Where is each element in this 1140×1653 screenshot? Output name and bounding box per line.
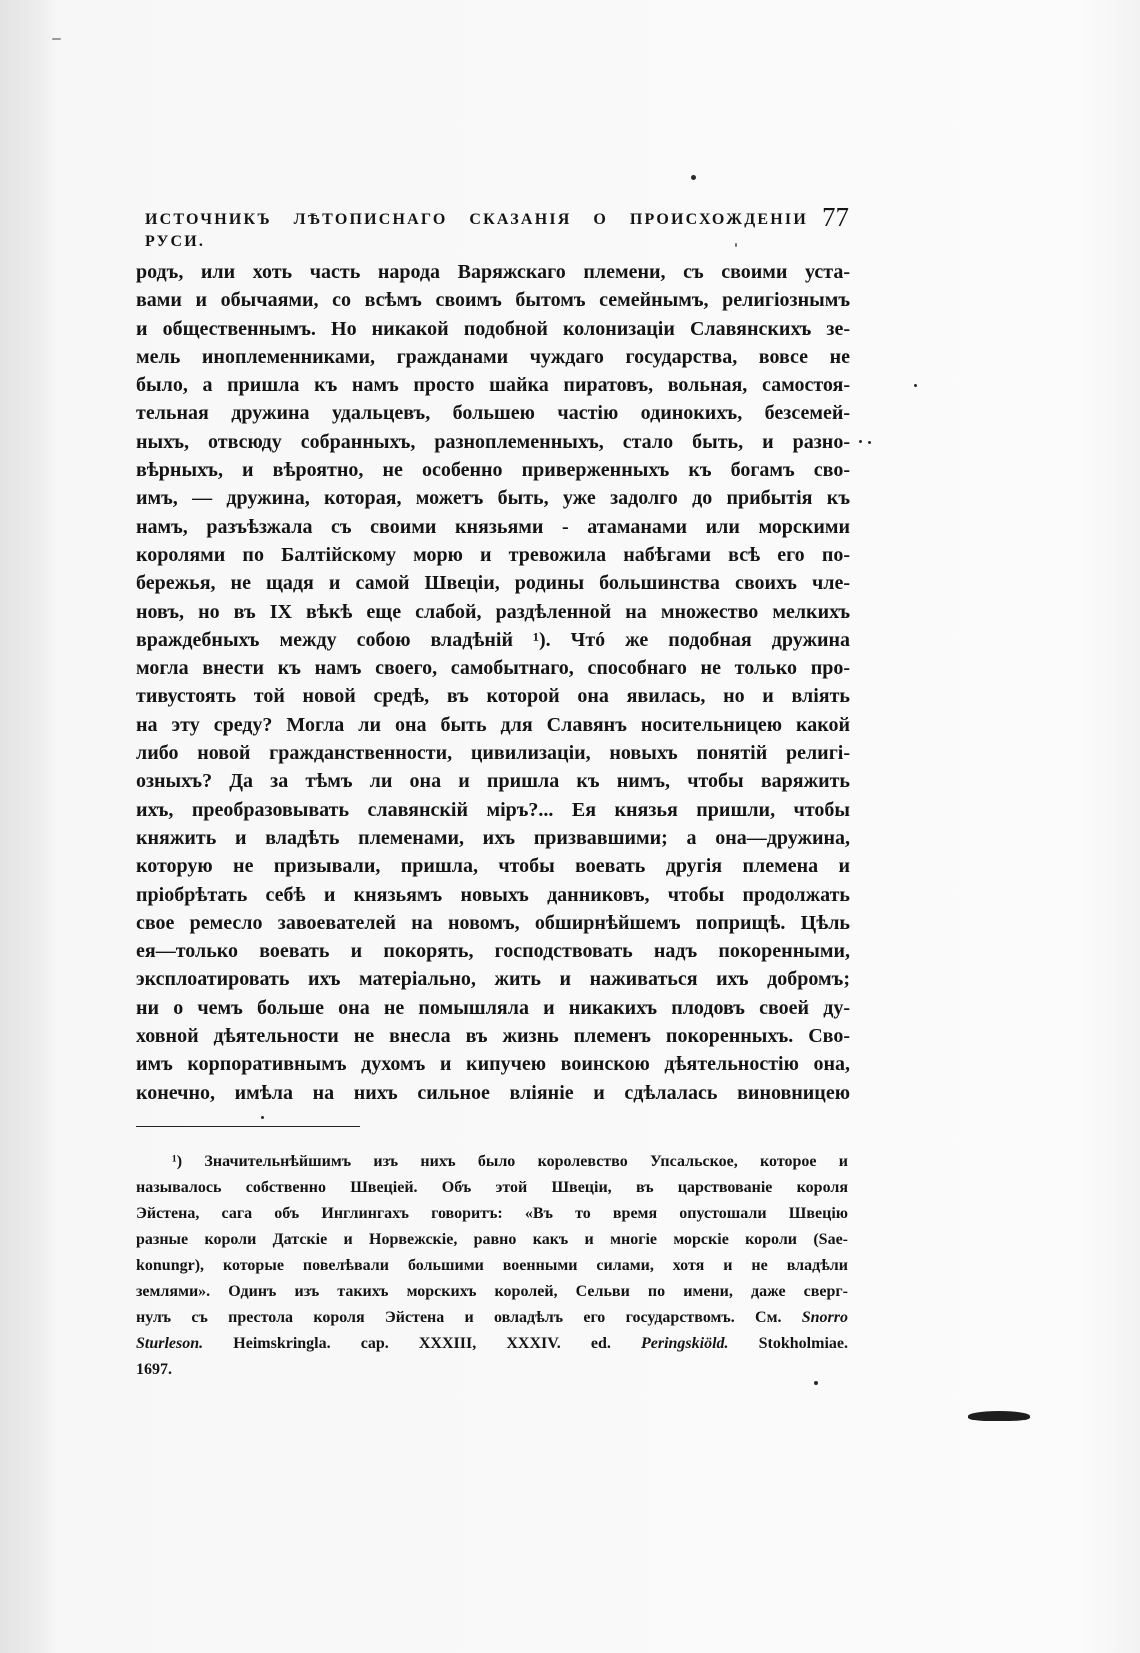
footnote-line <box>136 1331 848 1357</box>
body-line: пріобрѣтать себѣ и князьямъ новыхъ данниковъ, чтобы продолжать <box>136 883 850 906</box>
editor-name-italic: Peringskiöld. <box>640 1335 729 1352</box>
body-line: конечно, имѣла на нихъ сильное вліяніе и сдѣлалась виновницею <box>136 1081 850 1104</box>
body-line: родъ, или хоть часть народа Варяжскаго племени, съ своими уста- <box>136 261 850 283</box>
footnote <box>136 1149 848 1383</box>
body-line: княжить и владѣть племенами, ихъ призвавшими; а она—дружина, <box>136 826 850 849</box>
body-line: было, а пришла къ намъ просто шайка пиратовъ, вольная, самостоя- <box>136 374 850 397</box>
footnote-line: называлось собственно Швеціей. Объ этой Швеціи, въ царствованіе короля <box>136 1179 848 1196</box>
author-name-italic: Sturleson. <box>136 1335 204 1352</box>
body-line: ни о чемъ больше она не помышляла и никакихъ плодовъ своей ду- <box>136 996 850 1019</box>
footnote-text: нулъ съ престола короля Эйстена и овладѣлъ его государствомъ. См. <box>136 1309 802 1326</box>
body-line: которую не призывали, пришла, чтобы воевать другія племена и <box>136 855 850 878</box>
body-line: на эту среду? Могла ли она быть для Славянъ носительницею какой <box>136 713 850 736</box>
body-line: вами и обычаями, со всѣмъ своимъ бытомъ семейнымъ, религіознымъ <box>136 289 850 312</box>
footnote-line: 1697. <box>136 1361 172 1378</box>
footnote-line: konungr), которые повелѣвали большими военными силами, хотя и не владѣли <box>136 1257 848 1274</box>
footnote-line: Эйстена, сага объ Инглингахъ говоритъ: «Въ то время опустошали Швецію <box>136 1205 848 1222</box>
body-line: тивустоять той новой средѣ, въ которой она явилась, но и вліять <box>136 685 850 708</box>
body-line: бережья, не щадя и самой Швеціи, родины большинства своихъ чле- <box>136 572 850 595</box>
body-line: имъ, — дружина, которая, можетъ быть, уже задолго до прибытія къ <box>136 487 850 510</box>
body-line: имъ корпоративнымъ духомъ и кипучею воинскою дѣятельностію она, <box>136 1053 850 1076</box>
footnote-separator <box>136 1126 360 1127</box>
footnote-line <box>136 1305 848 1331</box>
scan-speck <box>868 441 871 444</box>
scan-speck <box>691 175 696 180</box>
body-line: и общественнымъ. Но никакой подобной колонизаціи Славянскихъ зе- <box>136 317 850 340</box>
footnote-line: землями». Одинъ изъ такихъ морскихъ королей, Сельви по имени, даже сверг- <box>136 1283 848 1300</box>
scan-speck <box>52 38 61 40</box>
body-line: ихъ, преобразовывать славянскій міръ?... Ея князья пришли, чтобы <box>136 798 850 821</box>
body-line: ховной дѣятельности не внесла въ жизнь племенъ покоренныхъ. Сво- <box>136 1025 850 1048</box>
scan-speck <box>914 384 917 387</box>
running-head: ИСТОЧНИКЪ ЛѢТОПИСНАГО СКАЗАНІЯ О ПРОИСХОЖДЕНІИ РУСИ. <box>145 211 808 250</box>
author-name-italic: Snorro <box>801 1309 848 1326</box>
body-line: могла внести къ намъ своего, самобытнаго, способнаго не только про- <box>136 657 850 680</box>
body-line: свое ремесло завоевателей на новомъ, обширнѣйшемъ поприщѣ. Цѣль <box>136 911 850 934</box>
body-line: вѣрныхъ, и вѣроятно, не особенно приверженныхъ къ богамъ сво- <box>136 459 850 482</box>
body-line: намъ, разъѣзжала съ своими князьями - атаманами или морскими <box>136 515 850 538</box>
body-line: ныхъ, отвсюду собранныхъ, разноплеменныхъ, стало быть, и разно- <box>136 430 850 453</box>
footnote-line: ¹) Значительнѣйшимъ изъ нихъ было королевство Упсальское, которое и <box>172 1153 848 1170</box>
body-line: враждебныхъ между собою владѣній ¹). Чтó же подобная дружина <box>136 628 850 651</box>
footnote-text: Stokholmiae. <box>728 1335 849 1352</box>
page-number: 77 <box>822 202 849 232</box>
body-line: эксплоатировать ихъ матеріально, жить и наживаться ихъ добромъ; <box>136 968 850 991</box>
body-text <box>136 258 850 1107</box>
body-line: новъ, но въ IX вѣкѣ еще слабой, раздѣленной на множество мелкихъ <box>136 600 850 623</box>
body-line: либо новой гражданственности, цивилизаціи, новыхъ понятій религі- <box>136 742 850 765</box>
body-line: мель иноплеменниками, гражданами чуждаго государства, вовсе не <box>136 345 850 368</box>
footnote-line: разные короли Датскіе и Норвежскіе, равно какъ и многіе морскіе короли (Sae- <box>136 1231 848 1248</box>
body-line: ея—только воевать и покорять, господствовать надъ покоренными, <box>136 940 850 963</box>
footnote-text: Heimskringla. cap. XXXIII, XXXIV. ed. <box>203 1335 641 1352</box>
scan-smudge <box>968 1411 1030 1421</box>
body-line: королями по Балтійскому морю и тревожила набѣгами всѣ его по- <box>136 543 850 566</box>
scan-speck <box>261 1116 264 1119</box>
body-line: тельная дружина удальцевъ, большею частію одинокихъ, безсемей- <box>136 402 850 425</box>
body-line: озныхъ? Да за тѣмъ ли она и пришла къ нимъ, чтобы варяжить <box>136 770 850 793</box>
scan-speck <box>859 440 862 443</box>
